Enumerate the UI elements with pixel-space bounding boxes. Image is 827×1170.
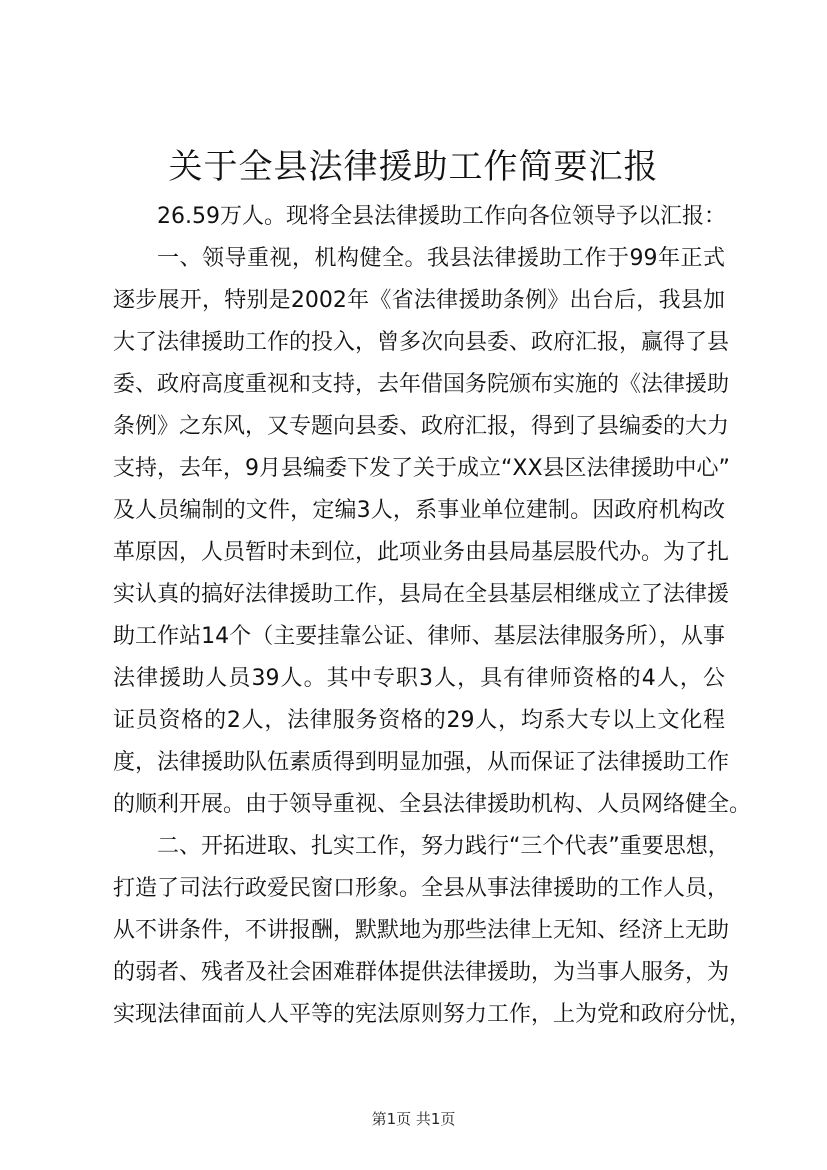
paragraph-line: 法律援助人员39人。其中专职3人，具有律师资格的4人，公 xyxy=(113,666,725,691)
document-title: 关于全县法律援助工作简要汇报 xyxy=(168,147,659,187)
paragraph-line: 打造了司法行政爱民窗口形象。全县从事法律援助的工作人员， xyxy=(113,876,730,901)
paragraph-line: 实现法律面前人人平等的宪法原则努力工作，上为党和政府分忧， xyxy=(113,1002,752,1027)
paragraph-line: 条例》之东风，又专题向县委、政府汇报，得到了县编委的大力 xyxy=(113,414,730,439)
page-number-footer: 第1页 共1页 xyxy=(371,1110,456,1128)
paragraph-line: 证员资格的2人，法律服务资格的29人，均系大专以上文化程 xyxy=(113,708,725,733)
paragraph-line: 实认真的搞好法律援助工作，县局在全县基层相继成立了法律援 xyxy=(113,582,730,607)
paragraph-line: 支持，去年，9月县编委下发了关于成立“XX县区法律援助中心” xyxy=(113,456,730,481)
paragraph-line: 助工作站14个（主要挂靠公证、律师、基层法律服务所），从事 xyxy=(113,624,725,649)
paragraph-line: 及人员编制的文件，定编3人，系事业单位建制。因政府机构改 xyxy=(113,498,725,523)
paragraph-line: 的顺利开展。由于领导重视、全县法律援助机构、人员网络健全。 xyxy=(113,792,752,817)
paragraph-line: 度，法律援助队伍素质得到明显加强，从而保证了法律援助工作 xyxy=(113,750,730,775)
paragraph-line: 大了法律援助工作的投入，曾多次向县委、政府汇报，赢得了县 xyxy=(113,330,730,355)
paragraph-line: 委、政府高度重视和支持，去年借国务院颁布实施的《法律援助 xyxy=(113,372,730,397)
paragraph-line: 一、领导重视，机构健全。我县法律援助工作于99年正式 xyxy=(157,246,725,271)
paragraph-line: 逐步展开，特别是2002年《省法律援助条例》出台后，我县加 xyxy=(113,288,725,313)
paragraph-line: 从不讲条件，不讲报酬，默默地为那些法律上无知、经济上无助 xyxy=(113,918,730,943)
paragraph-line: 的弱者、残者及社会困难群体提供法律援助，为当事人服务，为 xyxy=(113,960,730,985)
paragraph-line: 革原因，人员暂时未到位，此项业务由县局基层股代办。为了扎 xyxy=(113,540,730,565)
paragraph-line: 二、开拓进取、扎实工作，努力践行“三个代表”重要思想， xyxy=(157,834,730,859)
paragraph-line: 26.59万人。现将全县法律援助工作向各位领导予以汇报： xyxy=(157,204,726,229)
